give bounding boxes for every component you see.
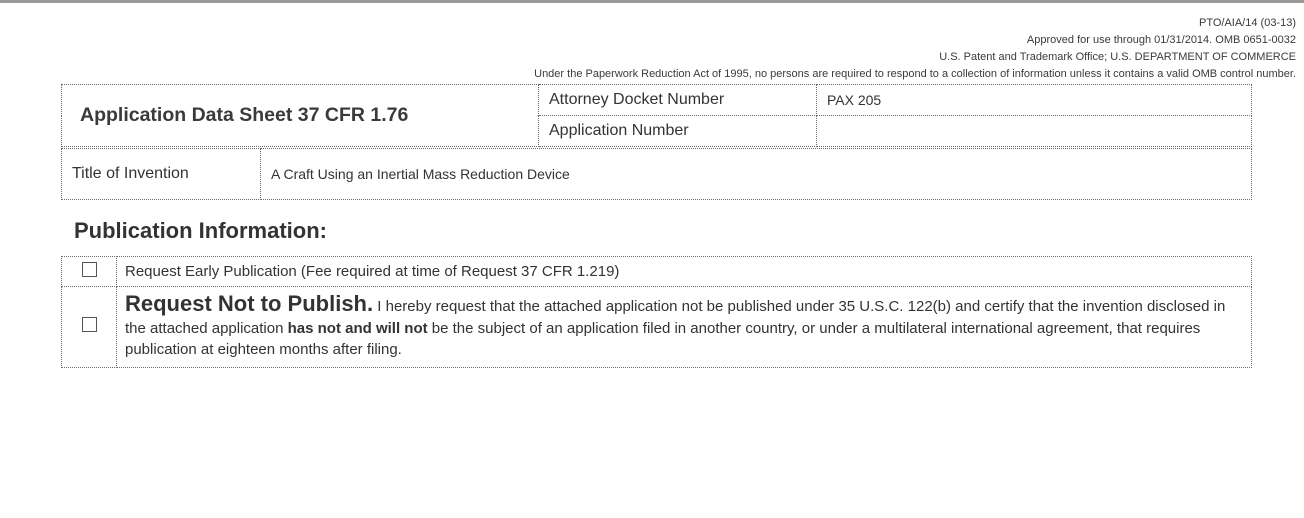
not-publish-text-b: be the subject of an application filed in another country, or under a multilateral international agreement, that requires publication at eighteen months after filing. [125, 319, 1201, 358]
agency-line: U.S. Patent and Trademark Office; U.S. DEPARTMENT OF COMMERCE [939, 51, 1296, 63]
title-of-invention-value[interactable]: A Craft Using an Inertial Mass Reduction Device [261, 149, 1252, 200]
top-rule [0, 0, 1304, 3]
application-number-label: Application Number [539, 116, 817, 147]
publication-table [61, 256, 1252, 368]
not-publish-checkbox-cell [62, 287, 117, 368]
paperwork-notice: Under the Paperwork Reduction Act of 1995, no persons are required to respond to a collection of information unless it contains a valid OMB control number. [534, 68, 1296, 80]
early-publication-text: Request Early Publication (Fee required at time of Request 37 CFR 1.219) [117, 257, 1252, 287]
title-of-invention-label: Title of Invention [62, 149, 261, 200]
not-publish-lead: Request Not to Publish. [125, 291, 374, 316]
approval-note: Approved for use through 01/31/2014. OMB 0651-0032 [1026, 34, 1296, 46]
form-id: PTO/AIA/14 (03-13) [1198, 17, 1296, 29]
not-publish-statement [117, 287, 1252, 368]
title-of-invention-table [61, 148, 1252, 200]
early-publication-checkbox-cell [62, 257, 117, 287]
docket-number-value[interactable]: PAX 205 [817, 85, 1252, 116]
application-number-value[interactable] [817, 116, 1252, 147]
docket-number-label: Attorney Docket Number [539, 85, 817, 116]
application-data-sheet-table [61, 84, 1252, 147]
not-publish-checkbox[interactable] [82, 317, 97, 332]
not-publish-text-a: I hereby request that the attached application not be published under 35 U.S.C. 122(b) and certify that the invention disclosed in the attached application [125, 298, 1226, 337]
ads-title: Application Data Sheet 37 CFR 1.76 [62, 85, 539, 147]
not-publish-emphasis: has not and will not [287, 319, 428, 337]
early-publication-checkbox[interactable] [82, 262, 97, 277]
publication-information-heading: Publication Information: [74, 218, 327, 243]
